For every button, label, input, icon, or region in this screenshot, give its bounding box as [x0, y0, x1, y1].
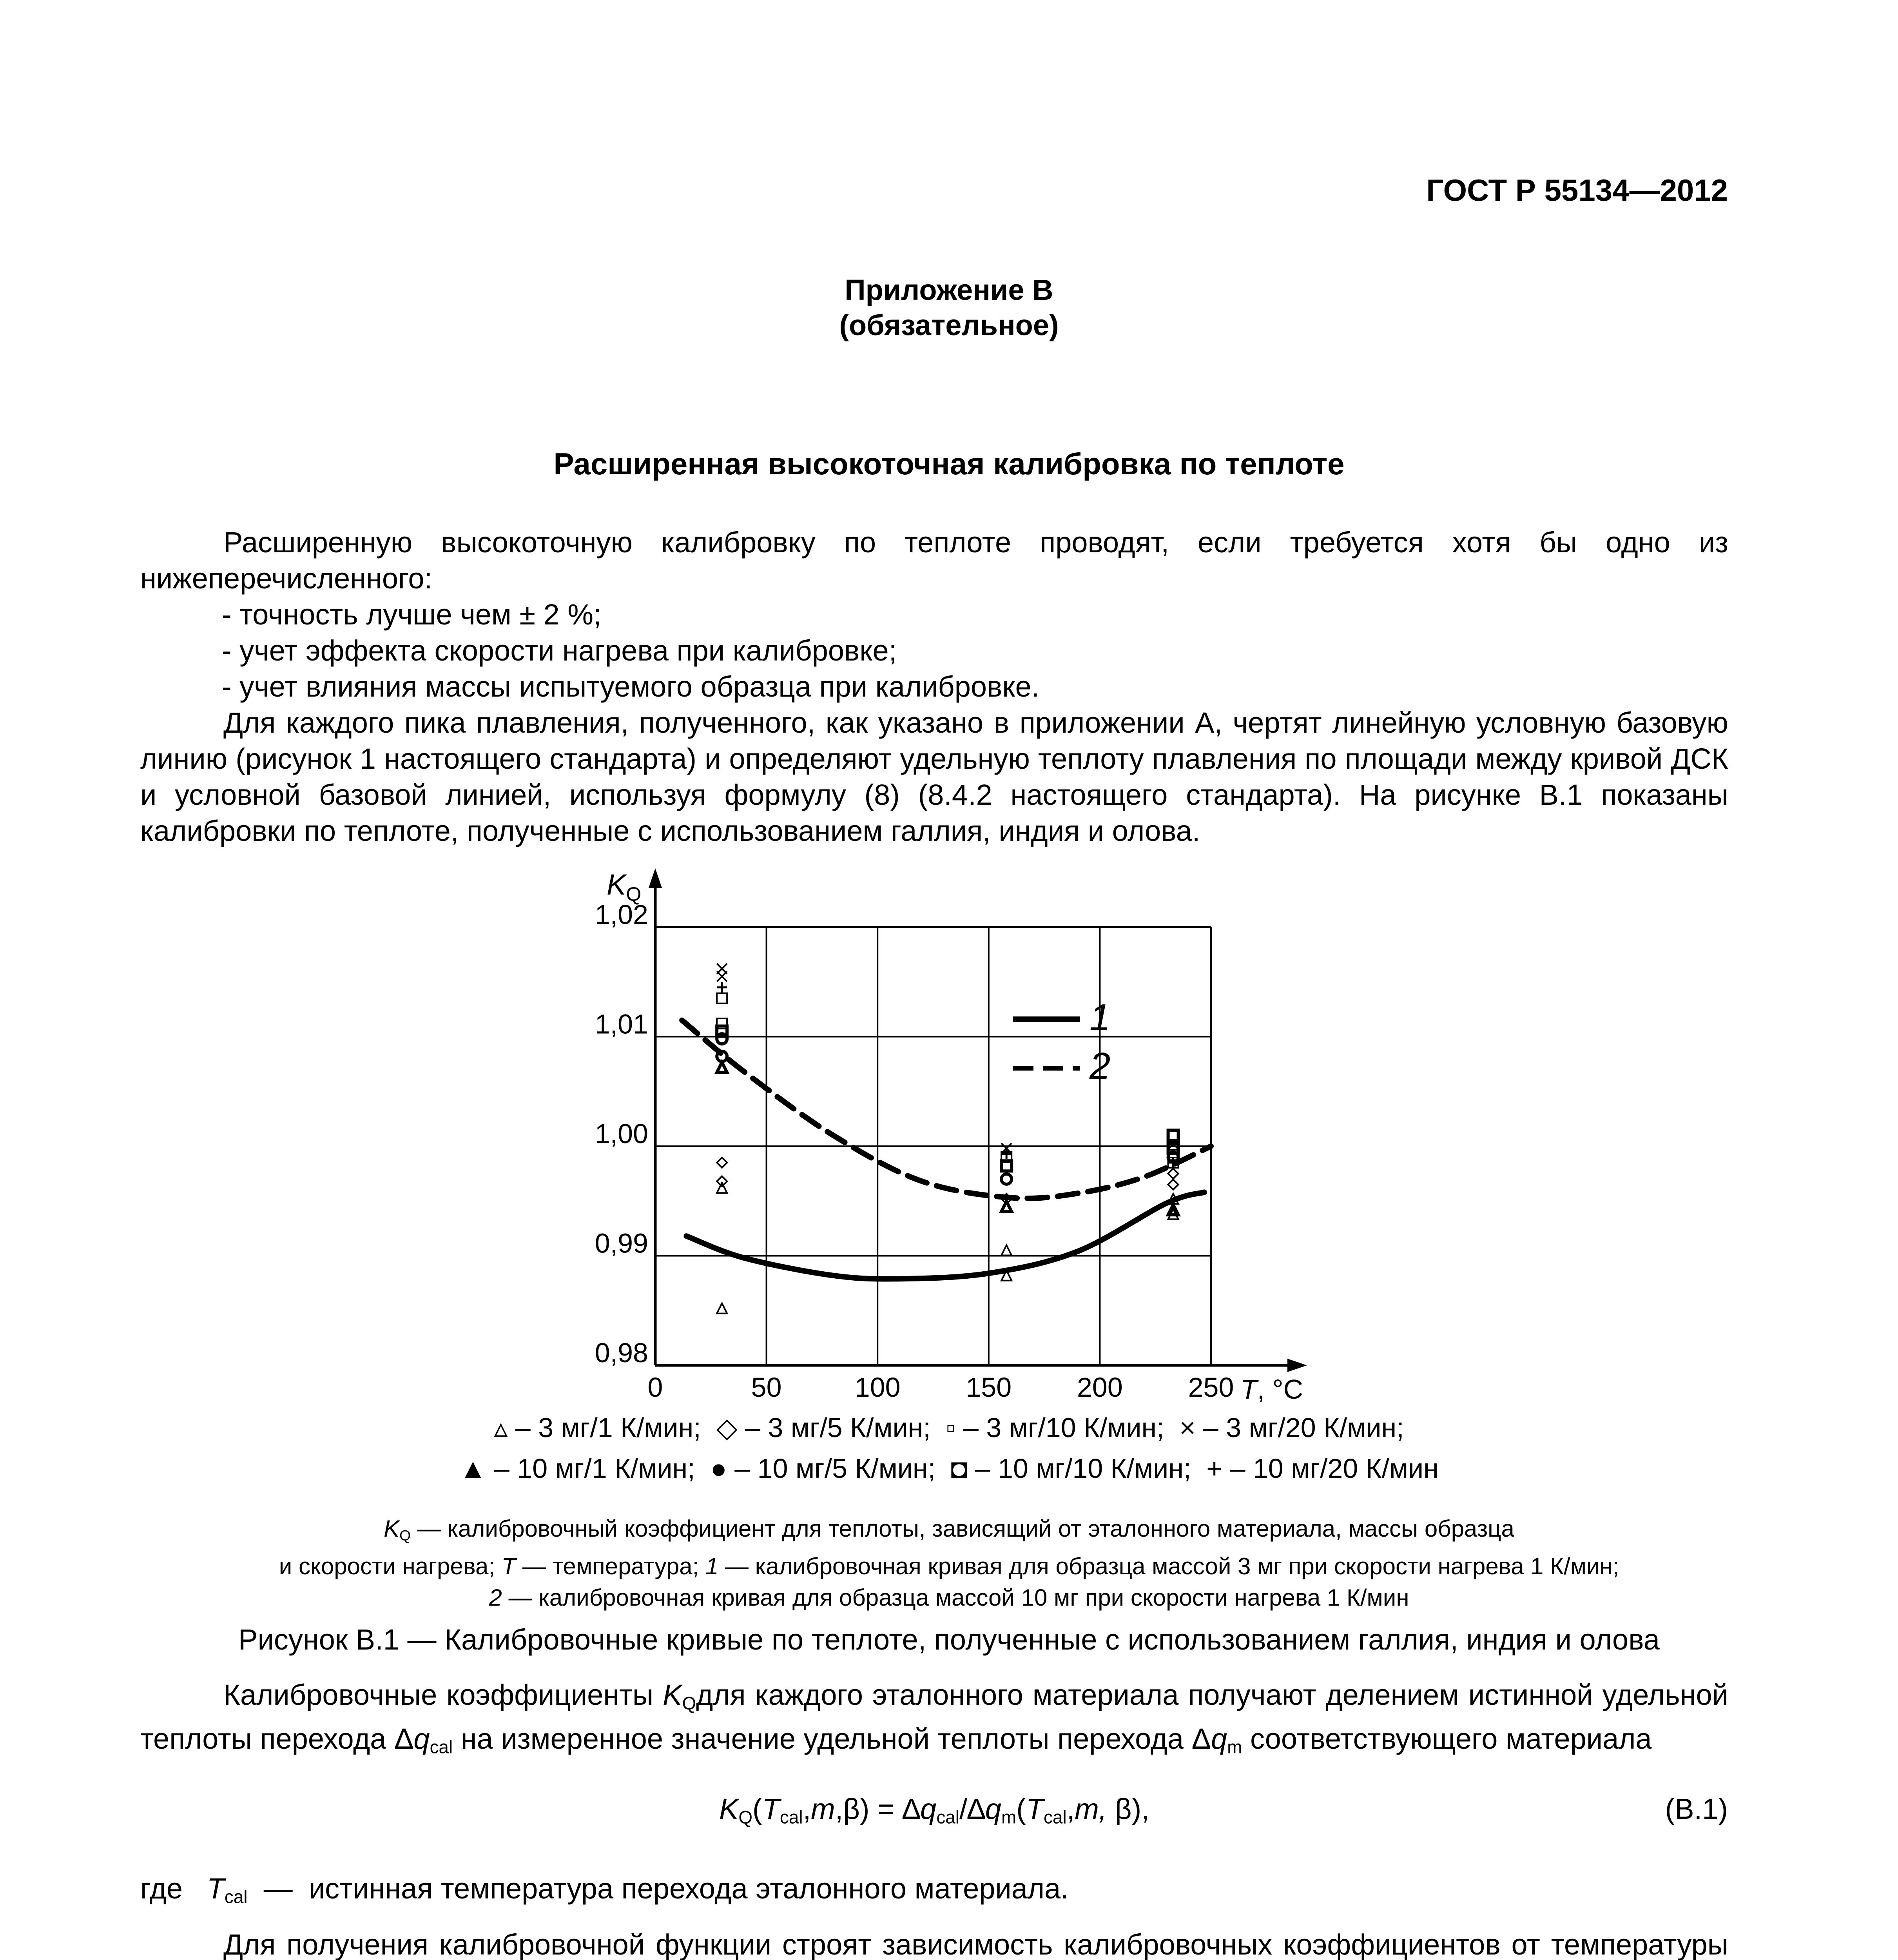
y-axis-label: $K_Q$ [607, 868, 642, 905]
x-axis-arrow-icon [1287, 1359, 1307, 1372]
figure-note [0, 1513, 1898, 1613]
y-axis-arrow-icon [649, 868, 662, 888]
calibration-curve-2 [682, 1020, 1211, 1198]
y-tick-label: 1,02 [595, 899, 648, 930]
x-axis-label: T, °C [1240, 1374, 1303, 1405]
formula-b1: $K_Q(T_{cal},m,\beta) = \Delta q_{cal}/\Delta q_m(T_{cal},m$, β), [719, 1793, 1149, 1828]
y-tick-label: 0,99 [595, 1228, 648, 1259]
data-point-plus [1001, 1149, 1012, 1159]
x-tick-label: 150 [966, 1372, 1012, 1403]
legend-square-icon: ▫ [946, 1412, 956, 1443]
legend-plus-icon: + [1206, 1453, 1223, 1484]
y-tick-label: 1,01 [595, 1009, 648, 1040]
data-point-circle [1001, 1174, 1012, 1184]
data-point-triangle [1001, 1245, 1012, 1256]
legend-item: – 3 мг/20 К/мин; [1203, 1412, 1404, 1443]
y-tick-label: 1,00 [595, 1118, 648, 1149]
intro-text [140, 524, 1728, 849]
data-point-triangle-bold [717, 1062, 727, 1073]
legend-triangle-bold-icon: ▲ [459, 1453, 487, 1484]
data-point-circle [717, 1051, 727, 1062]
legend-triangle-icon: ▵ [494, 1412, 508, 1443]
figure-note-line-1: $K_Q$ — калибровочный коэффициент для теплоты, зависящий от эталонного материала, массы образца [384, 1515, 1514, 1544]
list-item: - учет влияния массы испытуемого образца при калибровке. [222, 670, 1040, 703]
legend-row-1 [0, 1407, 1898, 1448]
legend-circle-icon: ● [710, 1453, 727, 1484]
curve-legend [1013, 996, 1110, 1087]
where-line: где $T_{cal}$ — истинная температура перехода эталонного материала. [140, 1872, 1069, 1907]
legend-item: – 10 мг/1 К/мин; [494, 1453, 695, 1484]
data-point-square-bold [717, 1026, 727, 1036]
figure-caption: Рисунок В.1 — Калибровочные кривые по теплоте, полученные с использованием галлия, индия и олова [238, 1623, 1660, 1656]
legend-row-2 [0, 1448, 1898, 1489]
x-tick-label: 100 [854, 1372, 901, 1403]
data-point-diamond [1168, 1169, 1178, 1179]
legend-item: – 10 мг/10 К/мин; [975, 1453, 1191, 1484]
x-tick-label: 0 [647, 1372, 663, 1403]
legend-x-icon: × [1179, 1412, 1196, 1443]
data-point-diamond [717, 1158, 727, 1168]
legend-item: – 10 мг/20 К/мин [1230, 1453, 1439, 1484]
list-item: - учет эффекта скорости нагрева при калибровке; [222, 634, 897, 667]
data-point-diamond [1168, 1180, 1178, 1190]
chart-legend [0, 1407, 1898, 1489]
curve-label-2: 2 [1089, 1045, 1111, 1087]
calibration-chart [0, 843, 1898, 1415]
intro-paragraph-2: Для каждого пика плавления, полученного, как указано в приложении А, чертят линейную условную базовую линию (рисунок 1 настоящего стандарта) и определяют удельную теплоту плавления по площади между кривой ДСК и условной базовой линией, используя формулу (8) (8.4.2 настоящего стандарта). На рисунке В.1 показаны калибровки по теплоте, полученные с использованием галлия, индия и олова. [140, 706, 1728, 847]
formula-b1-number: (В.1) [1665, 1793, 1728, 1825]
figure-note-line-2: и скорости нагрева; T — температура; 1 — калибровочная кривая для образца массой 3 мг при скорости нагрева 1 К/мин; [279, 1553, 1619, 1580]
data-point-triangle-bold [1001, 1201, 1012, 1212]
y-tick-label: 0,98 [595, 1338, 648, 1368]
data-point-triangle [717, 1303, 727, 1314]
intro-paragraph: Расширенную высокоточную калибровку по теплоте проводят, если требуется хотя бы одно из нижеперечисленного: [140, 526, 1728, 595]
x-tick-label: 250 [1188, 1372, 1234, 1403]
chart-grid [655, 927, 1211, 1365]
data-point-square-bold [1168, 1130, 1178, 1140]
curve-label-1: 1 [1089, 996, 1111, 1038]
figure-note-line-3: 2 — калибровочная кривая для образца массой 10 мг при скорости нагрева 1 К/мин [489, 1584, 1409, 1611]
body-paragraph-2: Для получения калибровочной функции строят зависимость калибровочных коэффициентов от температуры [223, 1928, 1728, 1960]
data-point-square [717, 993, 727, 1004]
x-tick-label: 200 [1077, 1372, 1123, 1403]
chart-axes [649, 868, 1307, 1372]
legend-item: – 10 мг/5 К/мин; [734, 1453, 936, 1484]
body-paragraph-1: Калибровочные коэффициенты $K_Qдля$ каждого эталонного материала получают делением истинной удельной теплоты перехода $\Delta q_{cal}$ на измеренное значение удельной теплоты перехода $\Delta q_m$ соответствующего материала [140, 1679, 1728, 1757]
legend-item: – 3 мг/10 К/мин; [963, 1412, 1164, 1443]
data-point-square-bold [1168, 1143, 1178, 1154]
list-item: - точность лучше чем ± 2 %; [222, 598, 602, 631]
section-title: Расширенная высокоточная калибровка по теплоте [553, 446, 1345, 481]
appendix-title: Приложение В [845, 274, 1053, 306]
data-point-x [717, 971, 727, 982]
legend-diamond-icon: ◇ [716, 1412, 738, 1443]
data-point-square-bold [1001, 1161, 1012, 1171]
appendix-status: (обязательное) [839, 309, 1059, 341]
data-point-plus [717, 982, 727, 993]
chart-labels [595, 899, 1234, 1403]
legend-square-bold-icon: ◘ [950, 1453, 968, 1484]
calibration-curve-1 [686, 1192, 1204, 1279]
legend-item: – 3 мг/5 К/мин; [745, 1412, 931, 1443]
legend-item: – 3 мг/1 К/мин; [515, 1412, 701, 1443]
chart-curves [682, 1020, 1211, 1279]
standard-number: ГОСТ Р 55134—2012 [1426, 173, 1728, 207]
data-point-triangle [717, 1183, 727, 1193]
x-tick-label: 50 [751, 1372, 782, 1403]
